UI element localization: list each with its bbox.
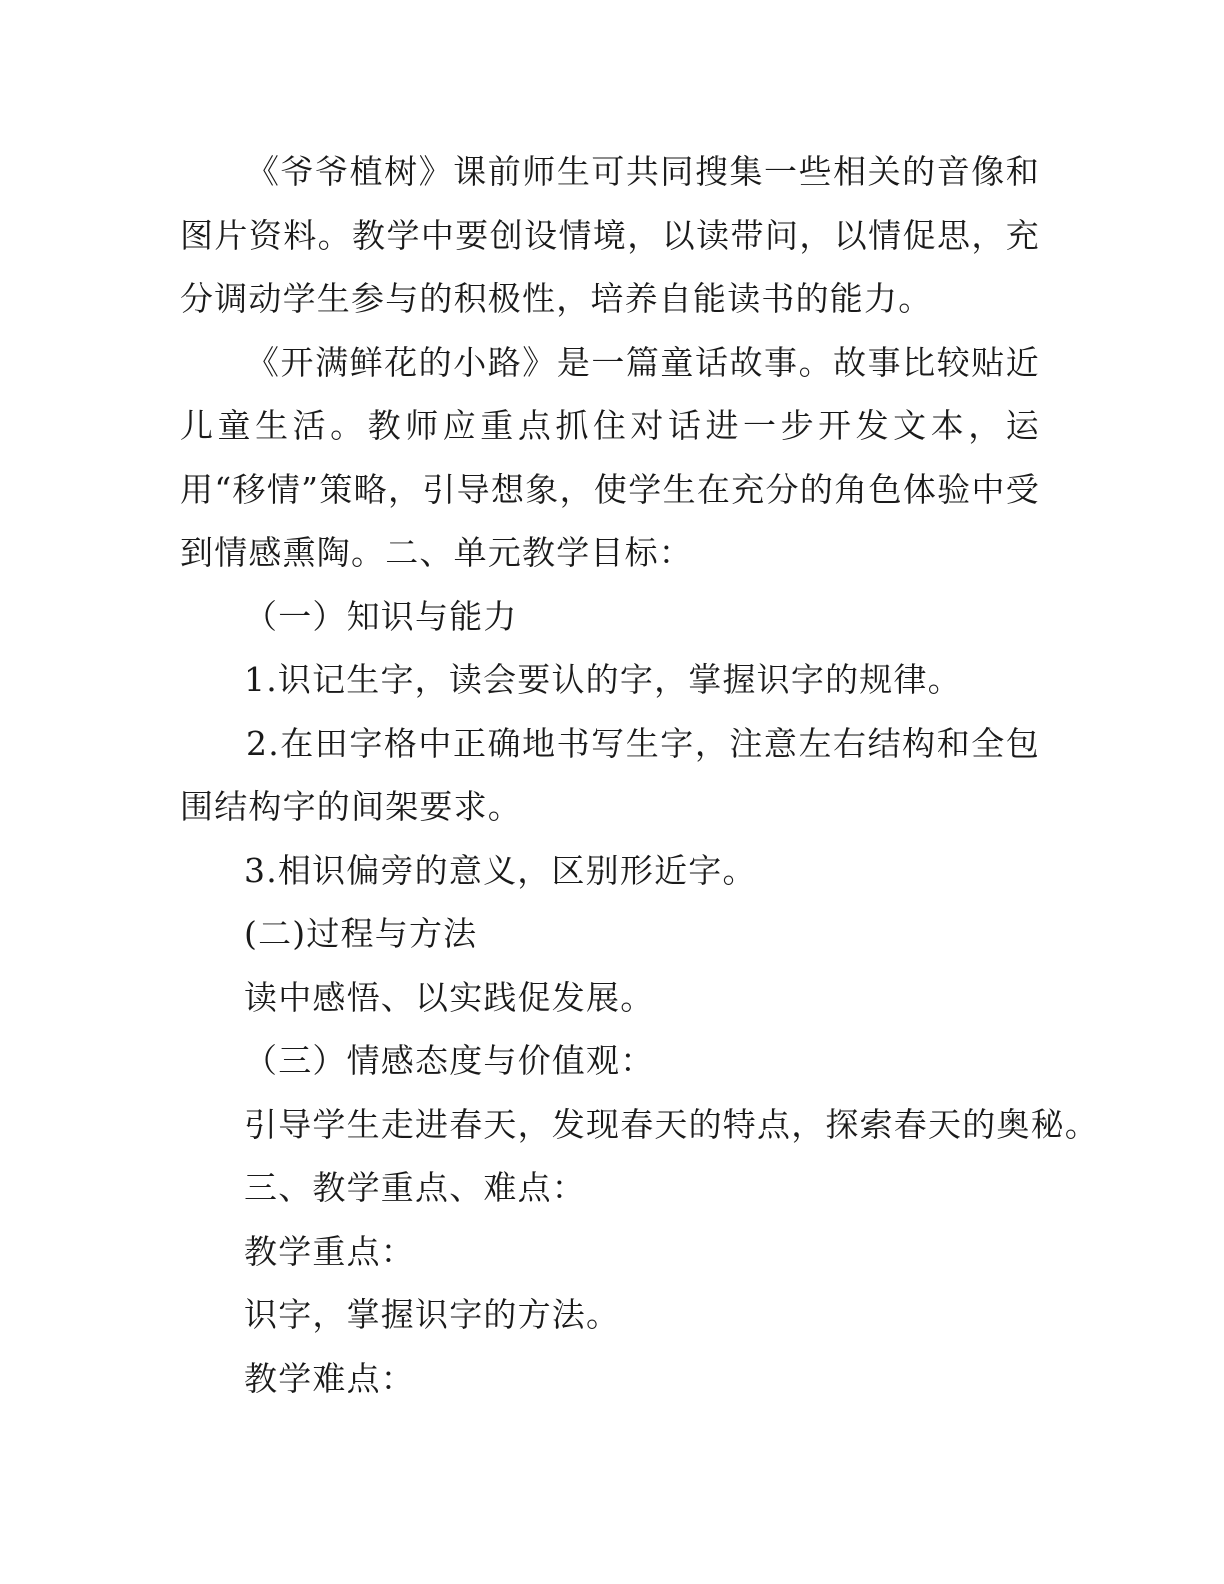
list-item-2: 2.在田字格中正确地书写生字，注意左右结构和全包围结构字的间架要求。	[180, 723, 1040, 826]
list-item-1: 1.识记生字，读会要认的字，掌握识字的规律。	[244, 660, 962, 699]
heading-key-difficult-points: 三、教学重点、难点：	[244, 1168, 586, 1207]
heading-process-method: (二)过程与方法	[244, 914, 478, 953]
paragraph-xianhua-xiaolu: 《开满鲜花的小路》是一篇童话故事。故事比较贴近儿童生活。教师应重点抓住对话进一步开发文本，运用“移情”策略，引导想象，使学生在充分的角色体验中受到情感熏陶。二、单元教学目标：	[180, 342, 1040, 572]
process-method-text: 读中感悟、以实践促发展。	[244, 977, 655, 1017]
emotion-values-text: 引导学生走进春天，发现春天的特点，探索春天的奥秘。	[244, 1104, 1099, 1144]
heading-knowledge-ability: （一）知识与能力	[244, 596, 518, 636]
heading-key-points: 教学重点：	[244, 1231, 415, 1271]
list-item-3: 3.相识偏旁的意义，区别形近字。	[244, 850, 757, 890]
heading-difficult-points: 教学难点：	[244, 1358, 415, 1398]
paragraph-yeye-zhishu: 《爷爷植树》课前师生可共同搜集一些相关的音像和图片资料。教学中要创设情境，以读带问，以情促思，充分调动学生参与的积极性，培养自能读书的能力。	[180, 152, 1040, 318]
key-points-text: 识字，掌握识字的方法。	[244, 1295, 621, 1334]
heading-emotion-values: （三）情感态度与价值观：	[244, 1041, 655, 1080]
document-page	[180, 140, 1099, 1410]
